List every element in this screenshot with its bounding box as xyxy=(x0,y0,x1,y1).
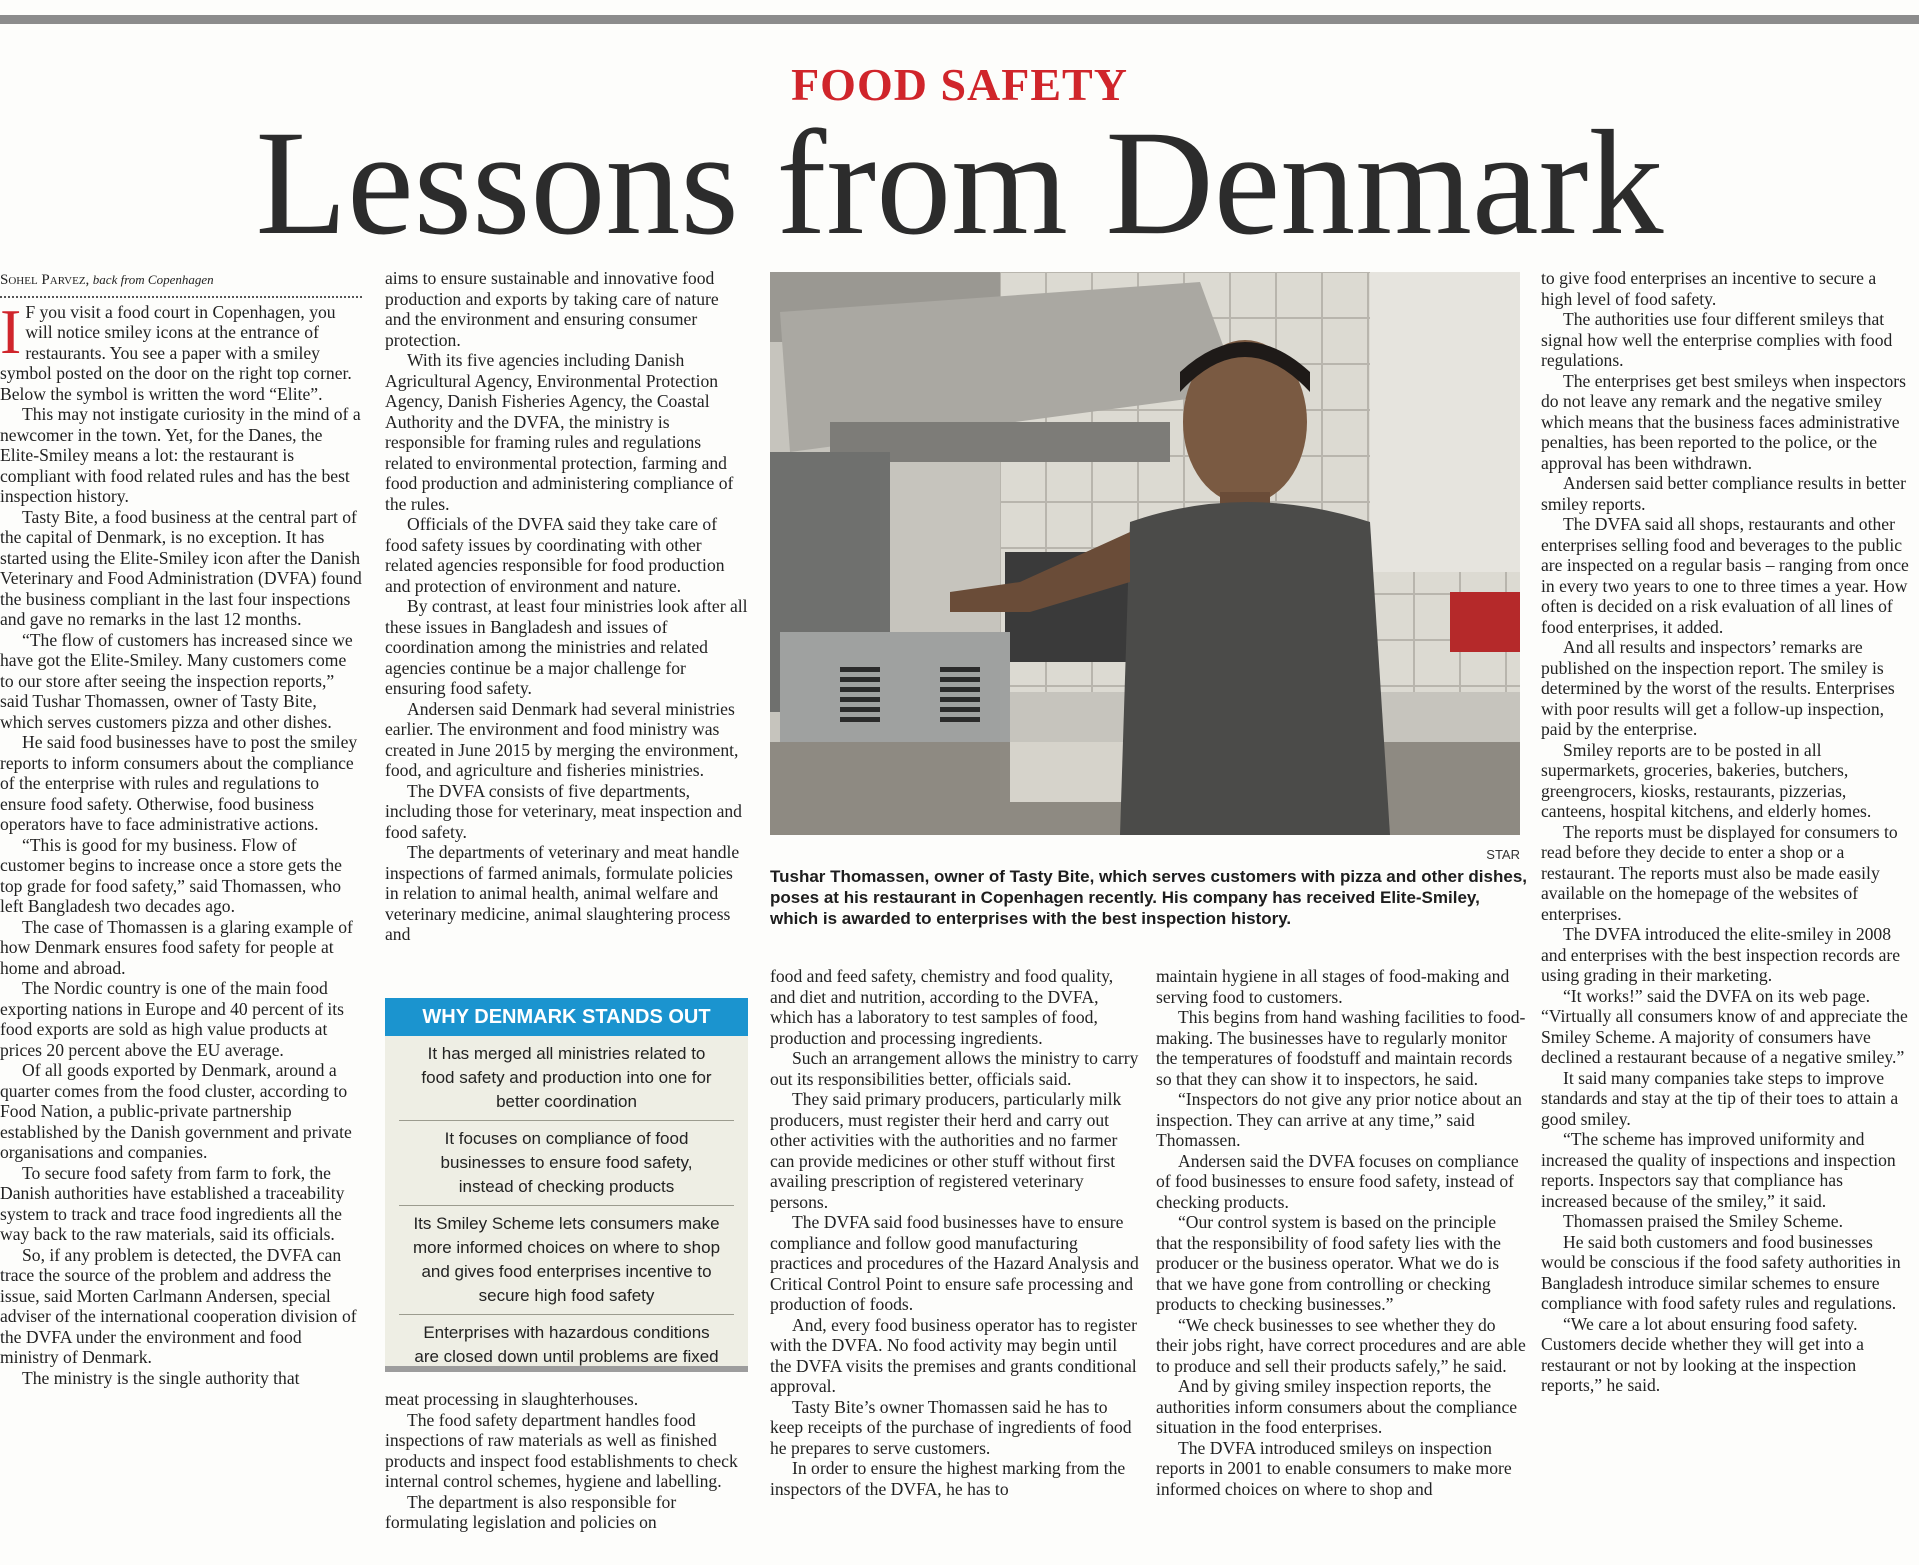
paragraph: “We check businesses to see whether they do their jobs right, have correct procedures and are able to produce and sell their products safely,” he said. xyxy=(1156,1314,1526,1376)
photo-credit: STAR xyxy=(1486,847,1520,862)
byline xyxy=(0,270,362,298)
paragraph: They said primary producers, particularly milk producers, must register their herd and carry out other activities with the authorities and no farmer can provide medicines or other stuff without first availing prescription of registered veterinary persons. xyxy=(770,1089,1122,1212)
paragraph: He said food businesses have to post the smiley reports to inform consumers about the compliance of the enterprise with rules and regulations to ensure food safety. Otherwise, food business operators have to face administrative actions. xyxy=(0,732,358,834)
paragraph: And, every food business operator has to register with the DVFA. No food activity may begin until the DVFA visits the premises and grants conditional approval. xyxy=(770,1314,1137,1396)
paragraph: “This is good for my business. Flow of customer begins to increase once a store gets the top grade for food safety,” said Thomassen, who left Bangladesh two decades ago. xyxy=(0,834,342,916)
drop-cap: I xyxy=(0,295,22,367)
box-item: It focuses on compliance of food businesses to ensure food safety, instead of checking products xyxy=(399,1121,734,1206)
column-1 xyxy=(0,270,362,1388)
paragraph: The department is also responsible for formulating legislation and policies on xyxy=(385,1491,677,1532)
restaurant-photo xyxy=(770,272,1520,835)
column-2-top xyxy=(385,268,748,945)
paragraph: Andersen said better compliance results in better smiley reports. xyxy=(1541,473,1906,514)
top-rule xyxy=(0,15,1919,24)
byline-location: back from Copenhagen xyxy=(92,272,214,287)
column-2-bottom xyxy=(385,1389,748,1533)
paragraph: Andersen said Denmark had several ministries earlier. The environment and food ministry was created in June 2015 by merging the environment, food, and agriculture and fisheries ministries. xyxy=(385,698,739,780)
paragraph: The DVFA said all shops, restaurants and other enterprises selling food and beverages to the public are inspected on a regular basis – ranging from once in every two years to one to three times a year. How often is decided on a risk evaluation of all lines of food enterprises, it added. xyxy=(1541,514,1909,637)
lead-paragraph: I F you visit a food court in Copenhagen, you will notice smiley icons at the entrance of restaurants. You see a paper with a smiley symbol posted on the door on the right top corner. Below the symbol is written the word “Elite”. xyxy=(0,295,352,404)
paragraph: The DVFA consists of five departments, including those for veterinary, meat inspection and food safety. xyxy=(385,780,742,842)
paragraph: “We care a lot about ensuring food safety. Customers decide whether they will get into a restaurant or not by looking at the inspection reports,” he said. xyxy=(1541,1313,1864,1395)
byline-author: Sohel Parvez, xyxy=(0,272,90,288)
paragraph: With its five agencies including Danish Agricultural Agency, Environmental Protection Agency, Danish Fisheries Agency, the Coastal Authority and the DVFA, the ministry is responsible for framing rules and regulations related to environmental protection, farming and food production and administering compliance of the rules. xyxy=(385,350,734,514)
paragraph: This begins from hand washing facilities to food-making. The businesses have to regularly monitor the temperatures of foodstuff and maintain records so that they can show it to inspectors, he said. xyxy=(1156,1007,1526,1089)
paragraph: Andersen said the DVFA focuses on compliance of food businesses to ensure food safety, instead of checking products. xyxy=(1156,1150,1519,1212)
paragraph: So, if any problem is detected, the DVFA can trace the source of the problem and address the issue, said Morten Carlmann Andersen, special adviser of the international cooperation division of the DVFA under the environment and food ministry of Denmark. xyxy=(0,1244,357,1367)
paragraph: The DVFA introduced smileys on inspection reports in 2001 to enable consumers to make more informed choices on where to shop and xyxy=(1156,1437,1512,1499)
paragraph: “The scheme has improved uniformity and increased the quality of inspections and inspection reports. Inspectors say that compliance has increased because of the smiley,” it said. xyxy=(1541,1129,1896,1211)
photo-caption: Tushar Thomassen, owner of Tasty Bite, which serves customers with pizza and other dishes, poses at his restaurant in Copenhagen recently. His company has received Elite-Smiley, which is awarded to enterprises with the best inspection history. xyxy=(770,867,1527,928)
paragraph: The DVFA introduced the elite-smiley in 2008 and enterprises with the best inspection records are using grading in their marketing. xyxy=(1541,924,1901,985)
paragraph: It said many companies take steps to improve standards and stay at the tip of their toes to attain a good smiley. xyxy=(1541,1067,1899,1129)
paragraph: The Nordic country is one of the main food exporting nations in Europe and 40 percent of its food exports are sold as high value products at prices 20 percent above the EU average. xyxy=(0,978,344,1060)
photo-thomassen xyxy=(770,272,1520,835)
paragraph: Officials of the DVFA said they take care of food safety issues by coordinating with other related agencies responsible for food production and protection of environment and nature. xyxy=(385,514,725,596)
why-denmark-box xyxy=(385,998,748,1372)
section-kicker: FOOD SAFETY xyxy=(791,59,1128,110)
paragraph: The DVFA said food businesses have to ensure compliance and follow good manufacturing practices and procedures of the Hazard Analysis and Critical Control Point to ensure safe processing and production of foods. xyxy=(770,1212,1139,1314)
paragraph: Such an arrangement allows the ministry to carry out its responsibilities better, officials said. xyxy=(770,1048,1139,1089)
paragraph: “The flow of customers has increased since we have got the Elite-Smiley. Many customers come to our store after seeing the inspection reports,” said Tushar Thomassen, owner of Tasty Bite, which serves customers pizza and other dishes. xyxy=(0,629,353,732)
paragraph: He said both customers and food businesses would be conscious if the food safety authorities in Bangladesh introduce similar schemes to ensure compliance with food safety rules and regulations. xyxy=(1541,1231,1901,1313)
paragraph: to give food enterprises an incentive to secure a high level of food safety. xyxy=(1541,268,1877,309)
paragraph: The food safety department handles food inspections of raw materials as well as finished products and inspect food establishments to check internal control schemes, hygiene and labelling. xyxy=(385,1409,738,1491)
paragraph: Thomassen praised the Smiley Scheme. xyxy=(1563,1211,1843,1231)
paragraph: food and feed safety, chemistry and food quality, and diet and nutrition, according to the DVFA, which has a laboratory to test samples of food, production and processing ingredients. xyxy=(770,966,1114,1048)
paragraph: meat processing in slaughterhouses. xyxy=(385,1389,639,1409)
box-item: Enterprises with hazardous conditions are closed down until problems are fixed xyxy=(414,1323,719,1366)
paragraph: By contrast, at least four ministries look after all these issues in Bangladesh and issues of coordination among the ministries and related agencies continue be a major challenge for ensuring food safety. xyxy=(385,596,748,698)
paragraph: “Inspectors do not give any prior notice about an inspection. They can arrive at any time,” said Thomassen. xyxy=(1156,1089,1522,1150)
column-5 xyxy=(1541,268,1911,1396)
paragraph: The ministry is the single authority that xyxy=(22,1367,300,1388)
paragraph: The authorities use four different smileys that signal how well the enterprise complies with food regulations. xyxy=(1541,309,1893,370)
paragraph: maintain hygiene in all stages of food-making and serving food to customers. xyxy=(1156,966,1510,1007)
paragraph: Of all goods exported by Denmark, around a quarter comes from the food cluster, according to Food Nation, a public-private partnership established by the Danish government and private organisations and companies. xyxy=(0,1060,352,1162)
paragraph: “It works!” said the DVFA on its web page. “Virtually all consumers know of and appreciate the Smiley Scheme. A majority of consumers have declined a restaurant because of a negative smiley.” xyxy=(1541,985,1908,1067)
paragraph: The case of Thomassen is a glaring example of how Denmark ensures food safety for people at home and abroad. xyxy=(0,916,353,978)
paragraph: To secure food safety from farm to fork, the Danish authorities have established a traceability system to track and trace food ingredients all the way back to the raw materials, said its officials. xyxy=(0,1162,345,1244)
paragraph: The departments of veterinary and meat handle inspections of farmed animals, formulate policies in relation to animal health, animal welfare and veterinary medicine, animal slaughtering process and xyxy=(385,842,740,944)
box-item: It has merged all ministries related to food safety and production into one for better coordination xyxy=(399,1036,734,1121)
box-item: Its Smiley Scheme lets consumers make more informed choices on where to shop and gives food enterprises incentive to secure high food safety xyxy=(399,1206,734,1315)
column-3 xyxy=(770,966,1140,1499)
paragraph: In order to ensure the highest marking from the inspectors of the DVFA, he has to xyxy=(770,1458,1126,1499)
paragraph: And by giving smiley inspection reports, the authorities inform consumers about the compliance situation in the food enterprises. xyxy=(1156,1376,1518,1437)
paragraph: The enterprises get best smileys when inspectors do not leave any remark and the negative smiley which means that the business faces administrative penalties, has been reported to the police, or the approval has been withdrawn. xyxy=(1541,370,1906,473)
headline: Lessons from Denmark xyxy=(255,100,1664,266)
paragraph: This may not instigate curiosity in the mind of a newcomer in the town. Yet, for the Danes, the Elite-Smiley means a lot: the restaurant is compliant with food related rules and has the best inspection history. xyxy=(0,404,361,506)
paragraph: And all results and inspectors’ remarks are published on the inspection report. The smiley is determined by the worst of the results. Enterprises with poor results will get a follow-up inspection, paid by the enterprise. xyxy=(1541,637,1895,739)
column-4 xyxy=(1156,966,1526,1499)
paragraph: The reports must be displayed for consumers to read before they decide to enter a shop or a restaurant. The reports must also be made easily available on the homepage of the websites of enterprises. xyxy=(1541,821,1898,924)
paragraph: Tasty Bite’s owner Thomassen said he has to keep receipts of the purchase of ingredients of food he prepares to serve customers. xyxy=(770,1396,1132,1458)
paragraph: aims to ensure sustainable and innovative food production and exports by taking care of nature and the environment and ensuring consumer protection. xyxy=(385,268,719,350)
paragraph: Tasty Bite, a food business at the central part of the capital of Denmark, is no exception. It has started using the Elite-Smiley icon after the Danish Veterinary and Food Administration (DVFA) found the business compliant in the last four inspections and gave no remarks in the last 12 months. xyxy=(0,506,362,629)
paragraph: “Our control system is based on the principle that the responsibility of food safety lies with the producer or the business operator. What we do is that we have gone from controlling or checking products to checking businesses.” xyxy=(1156,1212,1501,1314)
paragraph: Smiley reports are to be posted in all supermarkets, groceries, bakeries, butchers, greengrocers, kiosks, restaurants, pizzerias, canteens, hospital kitchens, and elderly homes. xyxy=(1541,739,1872,821)
box-title: WHY DENMARK STANDS OUT xyxy=(385,998,748,1036)
